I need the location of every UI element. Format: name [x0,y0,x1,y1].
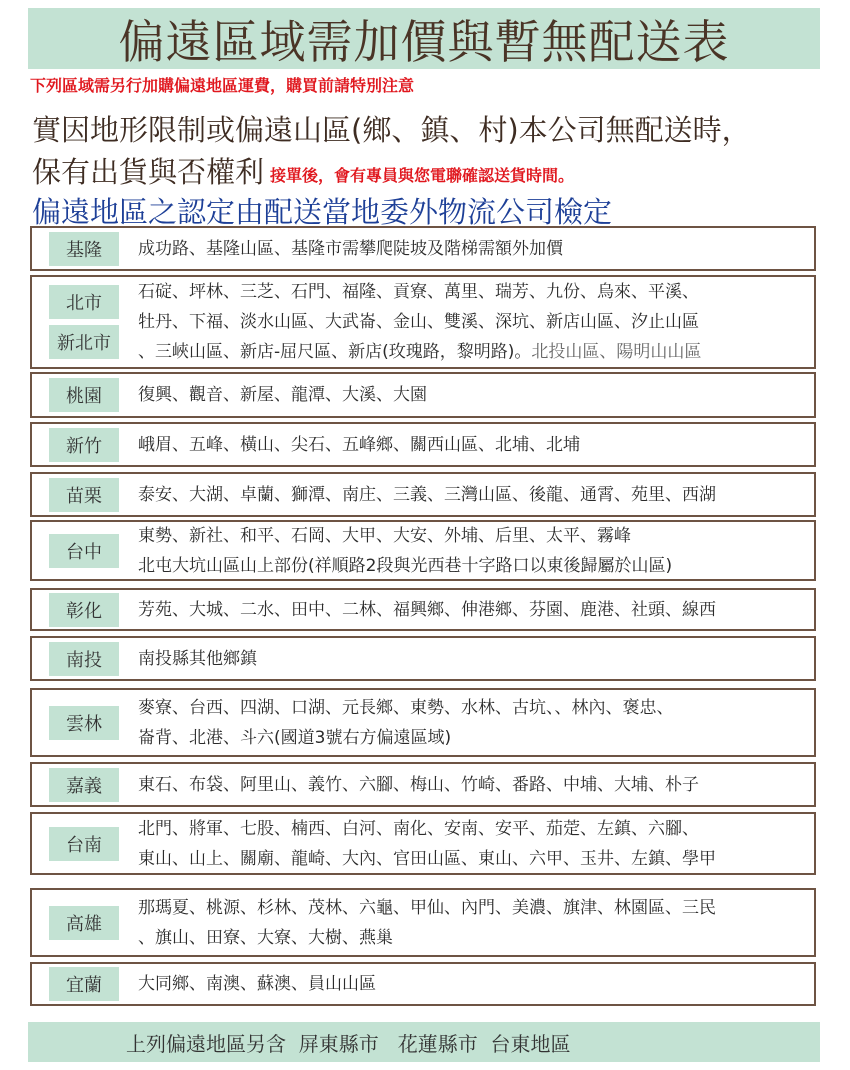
area-text: 大同鄉、南澳、蘇澳、員山山區 [138,974,376,994]
region-labels [49,690,119,755]
region-label: 嘉義 [49,768,119,802]
region-areas [138,228,808,269]
region-areas [138,374,808,416]
region-row [30,588,816,631]
area-line [138,480,808,510]
area-text: 石碇、坪林、三芝、石門、福隆、貢寮、萬里、瑞芳、九份、烏來、平溪、 [138,282,699,302]
region-label: 新竹 [49,428,119,462]
region-row [30,226,816,271]
region-areas [138,690,808,755]
area-line [138,814,808,844]
area-line [138,521,808,551]
area-text: 復興、觀音、新屋、龍潭、大溪、大園 [138,385,427,405]
region-label: 高雄 [49,906,119,940]
area-line [138,969,808,999]
statement-line-1: 實因地形限制或偏遠山區(鄉、鎮、村)本公司無配送時， [32,113,751,147]
region-label: 台南 [49,827,119,861]
region-label: 苗栗 [49,478,119,512]
region-row [30,688,816,757]
area-text-gray: 北投山區、陽明山山區 [531,342,702,362]
area-text: 北屯大坑山區山上部份(祥順路2段與光西巷十字路口以東後歸屬於山區) [138,555,673,576]
area-text: 泰安、大湖、卓蘭、獅潭、南庄、三義、三灣山區、後龍、通霄、苑里、西湖 [138,484,716,505]
region-labels [49,474,119,515]
area-text: 、旗山、田寮、大寮、大樹、燕巢 [138,927,393,948]
contact-notice: 接單後，會有專員與您電聯確認送貨時間。 [270,165,575,185]
region-label: 台中 [49,534,119,568]
area-line [138,551,808,581]
footer-banner [28,1022,820,1062]
region-label: 雲林 [49,706,119,740]
region-labels [49,228,119,269]
region-label: 宜蘭 [49,967,119,1001]
region-row [30,636,816,681]
region-labels [49,522,119,579]
region-labels [49,590,119,629]
area-line [138,380,808,410]
area-text: 東勢、新社、和平、石岡、大甲、大安、外埔、后里、太平、霧峰 [138,525,631,546]
region-areas [138,638,808,679]
area-text: 東山、山上、關廟、龍崎、大內、官田山區、東山、六甲、玉井、左鎮、學甲 [138,848,716,869]
region-row [30,472,816,517]
region-row [30,520,816,581]
region-row [30,275,816,369]
area-line [138,430,808,460]
area-text: 成功路、基隆山區、基隆市需攀爬陡坡及階梯需額外加價 [138,238,563,259]
region-areas [138,814,808,873]
region-areas [138,277,808,367]
region-labels [49,764,119,805]
area-line [138,307,808,337]
area-line [138,277,808,307]
area-text: 牡丹、下福、淡水山區、大武崙、金山、雙溪、深坑、新店山區、汐止山區 [138,312,699,332]
region-labels [49,890,119,955]
region-label: 新北市 [49,325,119,359]
region-labels [49,638,119,679]
area-text: 那瑪夏、桃源、杉林、茂林、六龜、甲仙、內門、美濃、旗津、林園區、三民 [138,897,716,918]
area-line [138,644,808,674]
page-title: 偏遠區域需加價與暫無配送表 [118,14,730,69]
region-row [30,422,816,467]
area-line [138,337,808,367]
region-labels [49,424,119,465]
region-row [30,962,816,1006]
region-row [30,762,816,807]
area-line [138,923,808,953]
region-label: 北市 [49,285,119,319]
statement-line-3: 偏遠地區之認定由配送當地委外物流公司檢定 [32,195,613,229]
title-banner [28,8,820,69]
area-text: 峨眉、五峰、橫山、尖石、五峰鄉、關西山區、北埔、北埔 [138,434,580,455]
area-line [138,595,808,625]
region-row [30,372,816,418]
area-text: 北門、將軍、七股、楠西、白河、南化、安南、安平、茄萣、左鎮、六腳、 [138,818,699,839]
footer-text: 上列偏遠地區另含 屏東縣市 花蓮縣市 台東地區 [126,1031,571,1056]
region-labels [49,814,119,873]
region-areas [138,964,808,1004]
region-row [30,812,816,875]
region-label: 桃園 [49,378,119,412]
region-label: 基隆 [49,232,119,266]
region-labels [49,374,119,416]
area-text: 東石、布袋、阿里山、義竹、六腳、梅山、竹崎、番路、中埔、大埔、朴子 [138,774,699,795]
area-line [138,770,808,800]
area-line [138,234,808,264]
region-areas [138,424,808,465]
region-label: 彰化 [49,593,119,627]
statement-line-2 [32,150,574,191]
area-text: 芳苑、大城、二水、田中、二林、福興鄉、伸港鄉、芬園、鹿港、社頭、線西 [138,599,716,620]
region-areas [138,890,808,955]
region-row [30,888,816,957]
region-areas [138,522,808,579]
area-line [138,893,808,923]
surcharge-notice: 下列區域需另行加購偏遠地區運費，購買前請特別注意 [30,76,415,95]
region-label: 南投 [49,642,119,676]
area-text: 南投縣其他鄉鎮 [138,648,257,669]
area-line [138,844,808,874]
region-areas [138,474,808,515]
region-labels [49,277,119,367]
region-areas [138,590,808,629]
area-text: 崙背、北港、斗六(國道3號右方偏遠區域) [138,727,452,748]
region-labels [49,964,119,1004]
area-text: 、三峽山區、新店-屈尺區、新店(玫瑰路，黎明路)。 [138,342,532,362]
statement-rights: 保有出貨與否權利 [32,155,265,189]
region-areas [138,764,808,805]
area-text: 麥寮、台西、四湖、口湖、元長鄉、東勢、水林、古坑、、林內、褒忠、 [138,697,674,718]
area-line [138,723,808,753]
area-line [138,693,808,723]
